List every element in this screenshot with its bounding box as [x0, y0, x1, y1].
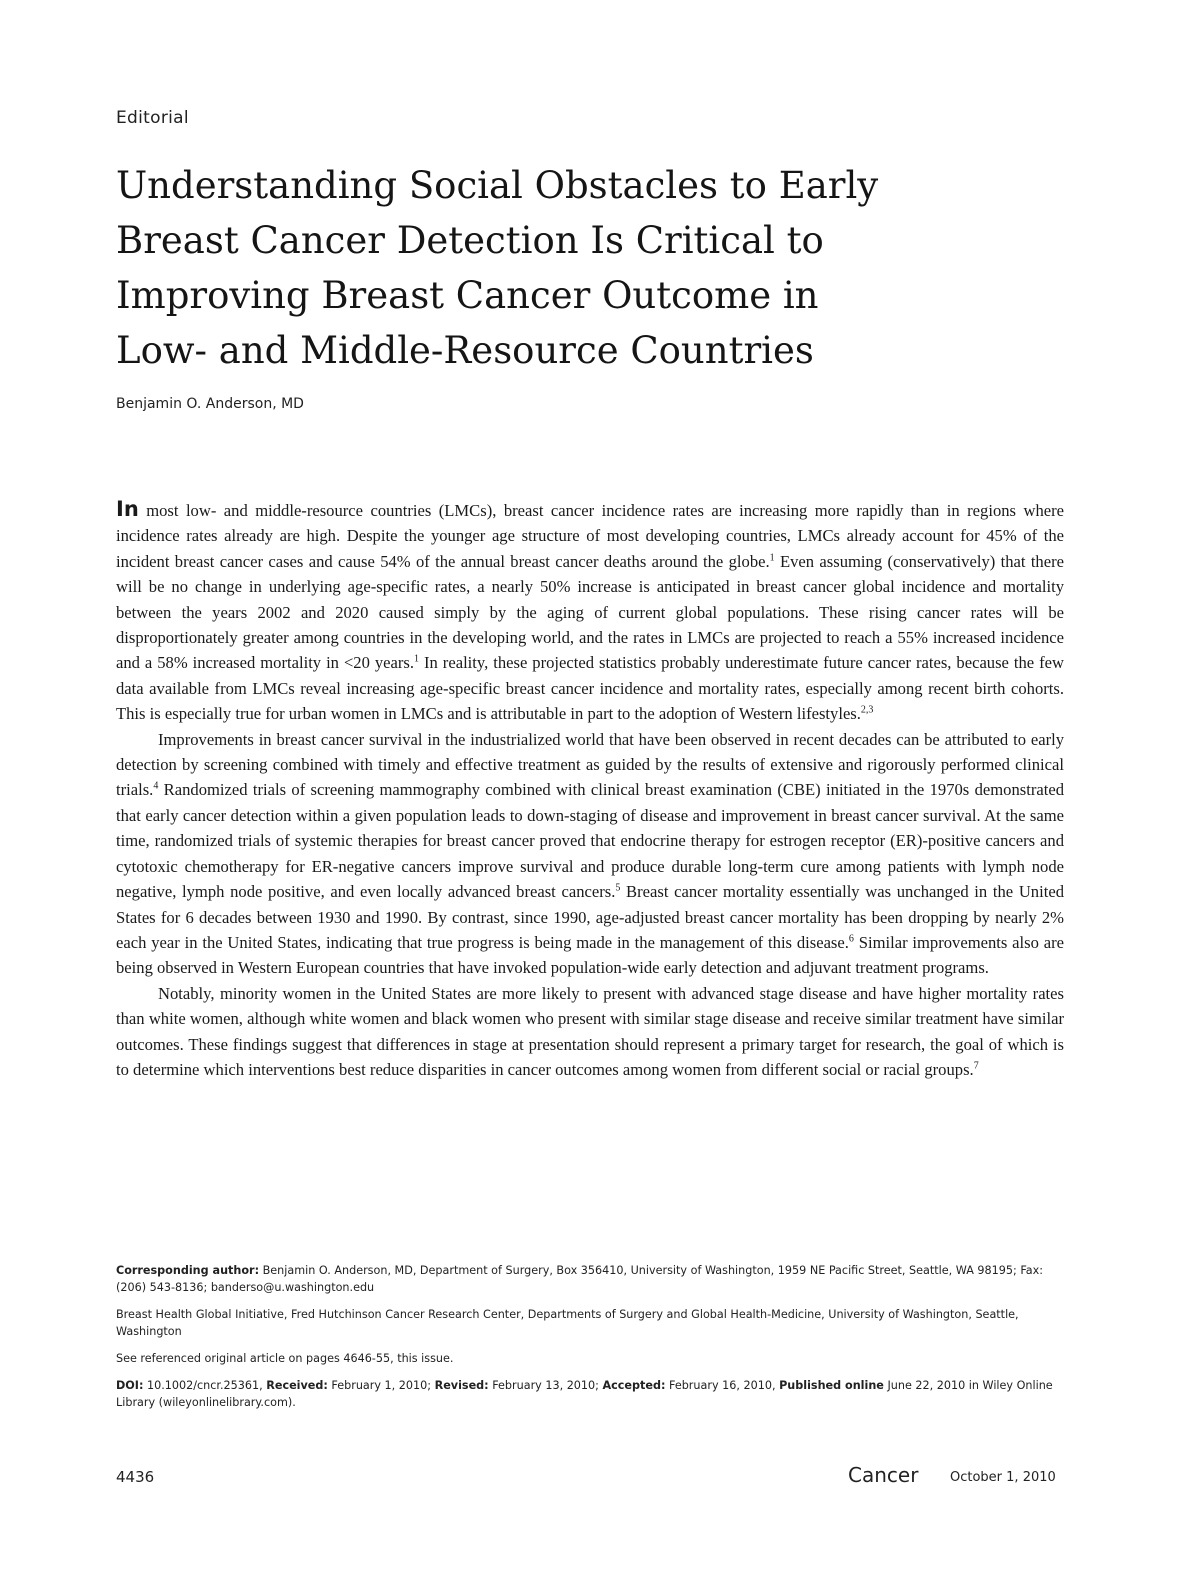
- reference-marker: 5: [615, 882, 621, 894]
- article-body: [116, 497, 1064, 1082]
- body-paragraph: Notably, minority women in the United States are more likely to present with advanced stage disease and have higher mortality rates than white women, although white women and black women who present with similar stage disease and receive similar treatment have similar outcomes. These findings suggest that differences in stage at presentation should represent a primary target for research, the goal of which is to determine which interventions best reduce disparities in cancer outcomes among women from different social or racial groups.$^7$: [116, 983, 1064, 1079]
- publication-history-note: DOI: 10.1002/cncr.25361, Received: February 1, 2010; Revised: February 13, 2010; Accepted: February 16, 2010, Published online June 22, 2010 in Wiley Online Library (wileyonlinelibrary.com).: [116, 1379, 1053, 1409]
- section-label: Editorial: [116, 108, 189, 128]
- footnotes: [116, 1262, 1064, 1421]
- reference-marker: 7: [973, 1060, 979, 1072]
- reference-marker: 1: [414, 653, 420, 665]
- title-line: Low- and Middle-Resource Countries: [116, 329, 814, 372]
- drop-cap: In: [116, 497, 139, 521]
- reference-marker: 6: [848, 933, 854, 945]
- author-byline: Benjamin O. Anderson, MD: [116, 396, 304, 412]
- page-number: 4436: [116, 1468, 155, 1486]
- issue-date: October 1, 2010: [950, 1470, 1056, 1485]
- body-paragraph: In most low- and middle-resource countries (LMCs), breast cancer incidence rates are increasing more rapidly than in regions where incidence rates already are high. Despite the younger age structure of most developing countries, LMCs already account for 45% of the incident breast cancer cases and cause 54% of the annual breast cancer deaths around the globe.$^1$ Even assuming (conservatively) that there will be no change in underlying age-specific rates, a nearly 50% increase is anticipated in breast cancer global incidence and mortality between the years 2002 and 2020 caused simply by the aging of current global populations. These rising cancer rates will be disproportionately greater among countries in the developing world, and the rates in LMCs are projected to reach a 55% increased incidence and a 58% increased mortality in <20 years.$^1$ In reality, these projected statistics probably underestimate future cancer rates, because the few data available from LMCs reveal increasing age-specific breast cancer incidence and mortality rates, especially among recent birth cohorts. This is especially true for urban women in LMCs and is attributable in part to the adoption of Western lifestyles.$^{2,3}$: [116, 497, 1065, 724]
- title-line: Improving Breast Cancer Outcome in: [116, 274, 819, 317]
- reference-marker: 1: [769, 552, 775, 564]
- article-title: [116, 158, 976, 378]
- reference-marker: 2,3: [860, 704, 874, 716]
- corresponding-author-note: Corresponding author: Benjamin O. Anderson, MD, Department of Surgery, Box 356410, University of Washington, 1959 NE Pacific Street, Seattle, WA 98195; Fax: (206) 543-8136; banderso@u.washington.edu: [116, 1264, 1043, 1294]
- title-line: Breast Cancer Detection Is Critical to: [116, 219, 824, 262]
- title-line: Understanding Social Obstacles to Early: [116, 164, 879, 207]
- reference-marker: 4: [153, 780, 159, 792]
- see-also-note: See referenced original article on pages 4646-55, this issue.: [116, 1352, 454, 1365]
- journal-name: Cancer: [848, 1463, 919, 1487]
- body-paragraph: Improvements in breast cancer survival in the industrialized world that have been observed in recent decades can be attributed to early detection by screening combined with timely and effective treatment as guided by the results of extensive and rigorously performed clinical trials.$^4$ Randomized trials of screening mammography combined with clinical breast examination (CBE) initiated in the 1970s demonstrated that early cancer detection within a given population leads to down-staging of disease and improvement in breast cancer survival. At the same time, randomized trials of systemic therapies for breast cancer proved that endocrine therapy for estrogen receptor (ER)-positive cancers and cytotoxic chemotherapy for ER-negative cancers improve survival and produce durable long-term cure among patients with lymph node negative, lymph node positive, and even locally advanced breast cancers.$^5$ Breast cancer mortality essentially was unchanged in the United States for 6 decades between 1930 and 1990. By contrast, since 1990, age-adjusted breast cancer mortality has been dropping by nearly 2% each year in the United States, indicating that true progress is being made in the management of this disease.$^6$ Similar improvements also are being observed in Western European countries that have invoked population-wide early detection and adjuvant treatment programs.: [116, 729, 1064, 978]
- affiliation-note: Breast Health Global Initiative, Fred Hutchinson Cancer Research Center, Departments of Surgery and Global Health-Medicine, University of Washington, Seattle, Washington: [116, 1308, 1019, 1338]
